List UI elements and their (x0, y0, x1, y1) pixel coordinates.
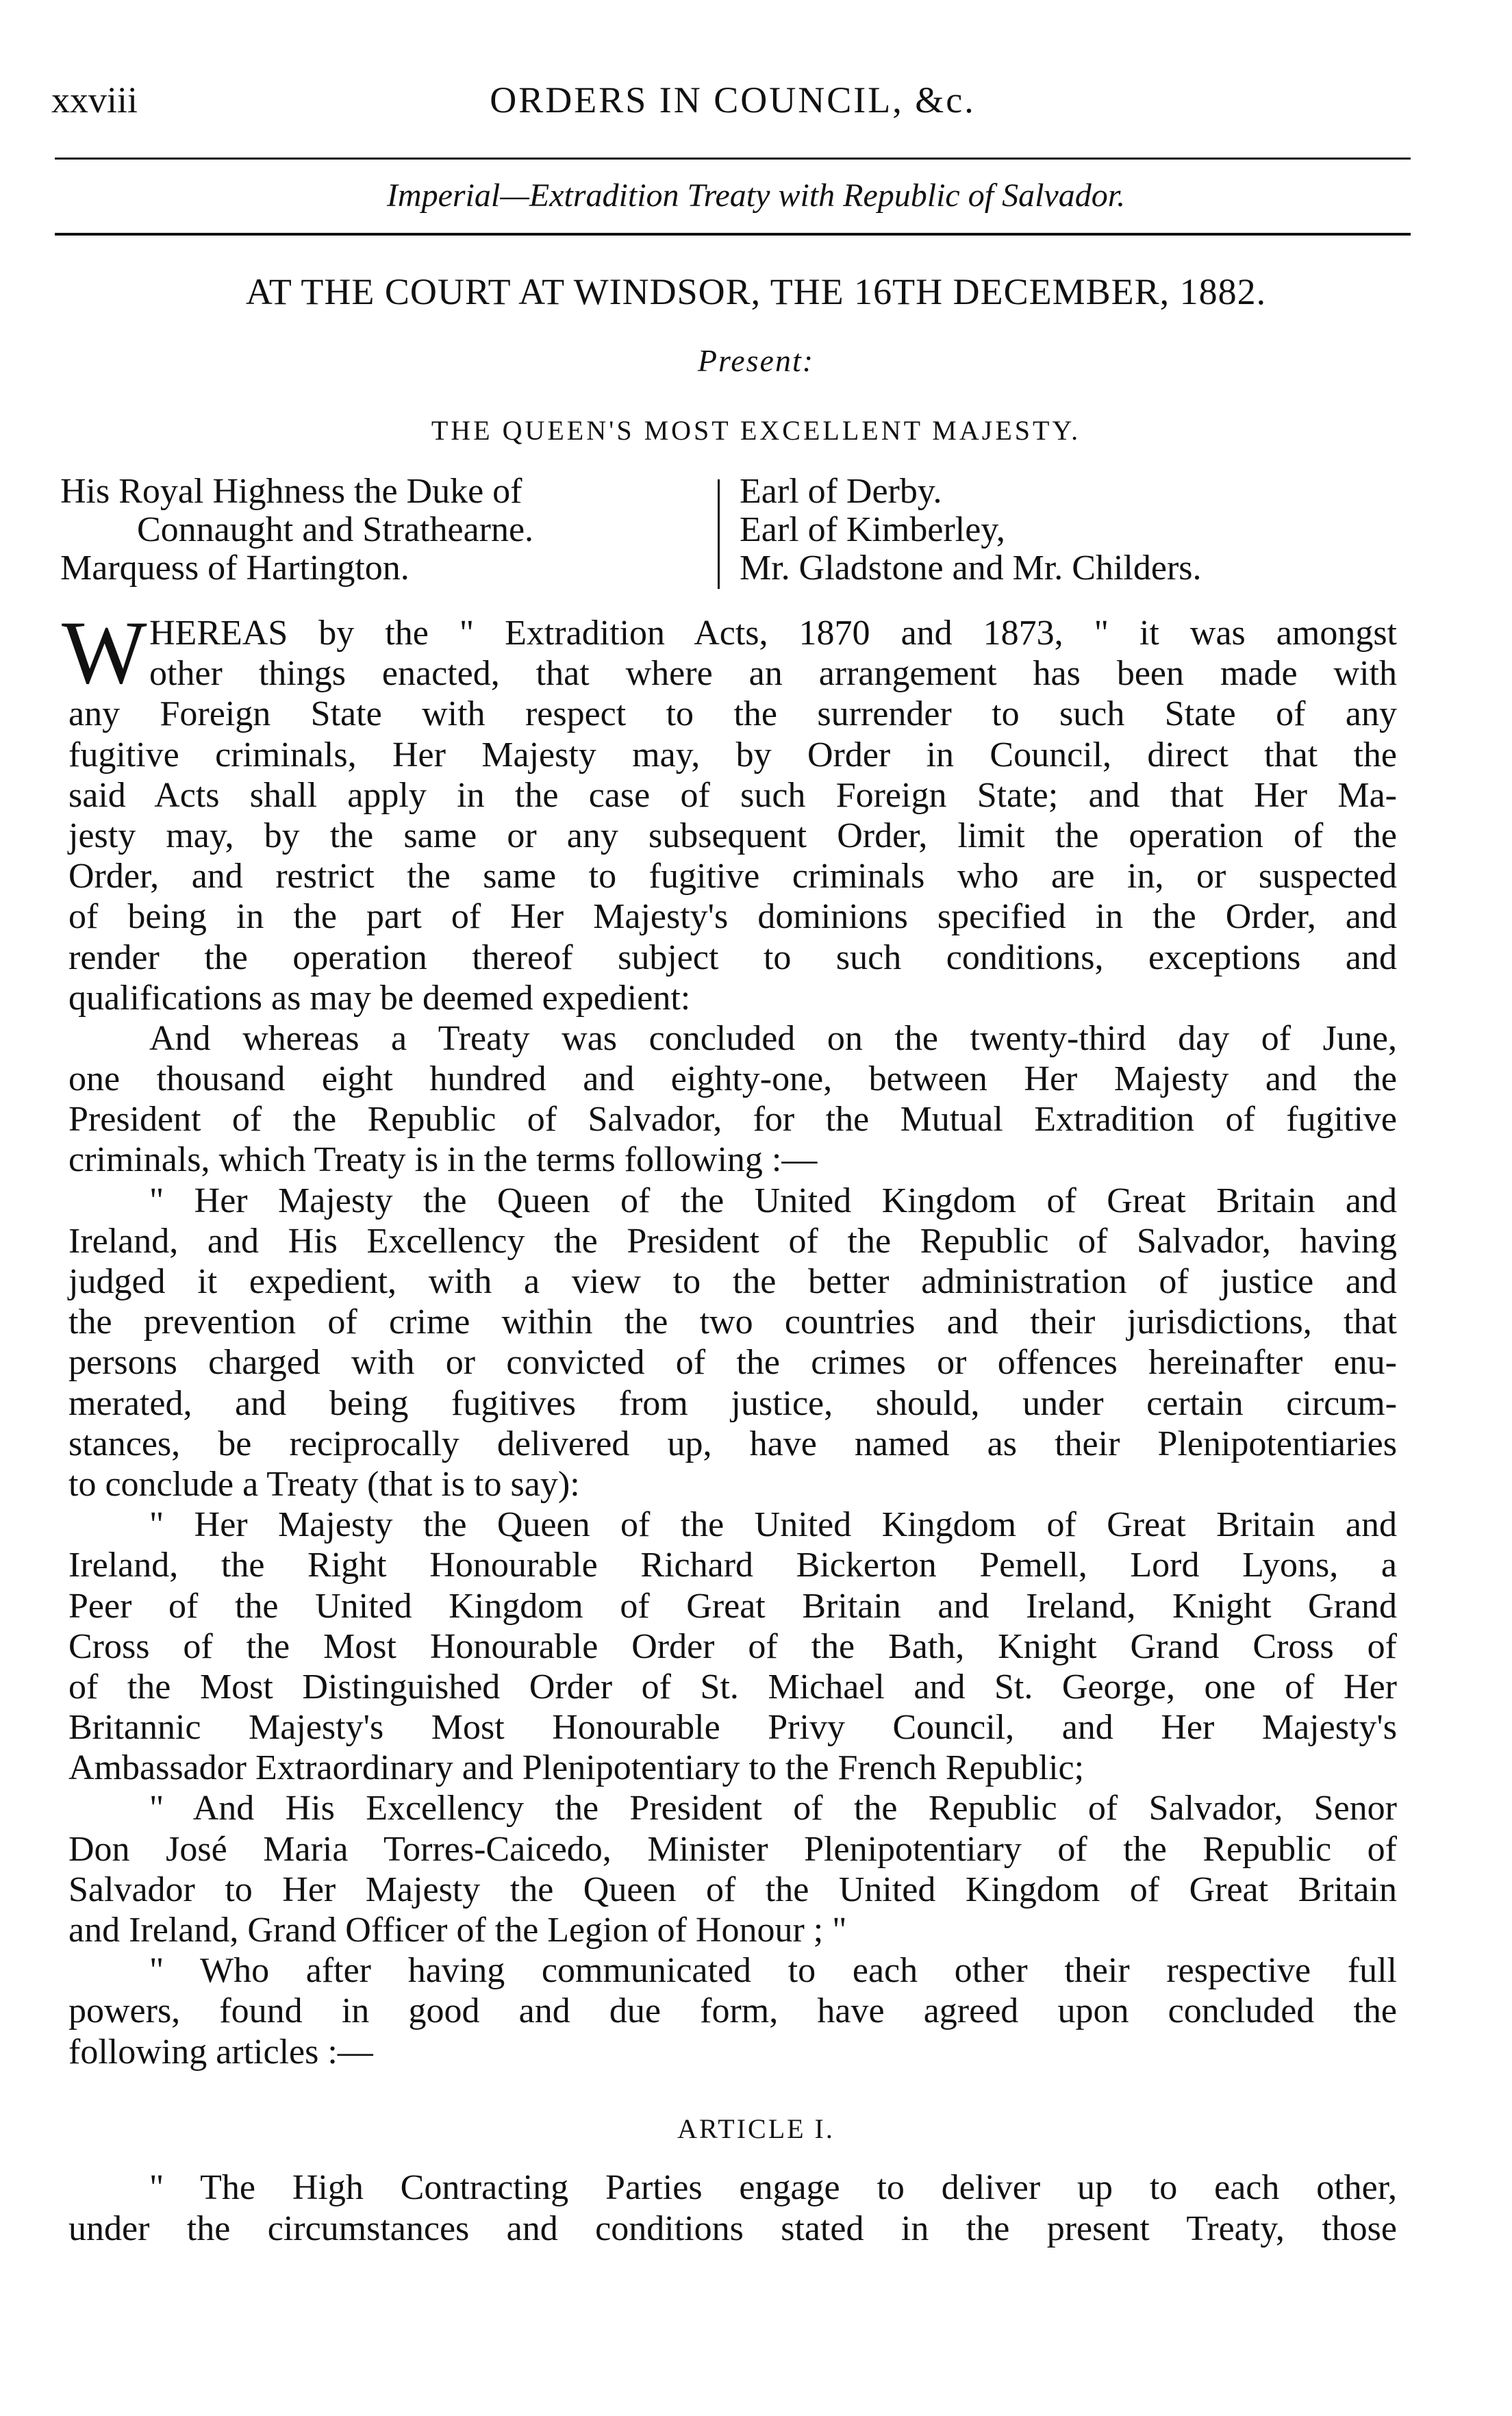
article-line: " The High Contracting Parties engage to deliver up to each other, (149, 2168, 1397, 2207)
section-subtitle: Imperial—Extradition Treaty with Republic of Salvador. (386, 177, 1126, 214)
attendee-line: Earl of Derby. (740, 472, 942, 511)
running-head: ORDERS IN COUNCIL, &c. (490, 79, 976, 121)
body-line: President of the Republic of Salvador, for the Mutual Extradition of fugitive (68, 1100, 1397, 1140)
body-line: judged it expedient, with a view to the better administration of justice and (68, 1262, 1397, 1301)
body-line: to conclude a Treaty (that is to say): (68, 1464, 580, 1504)
header-rule-top (55, 158, 1411, 160)
body-line: fugitive criminals, Her Majesty may, by Order in Council, direct that the (68, 735, 1397, 775)
body-line: jesty may, by the same or any subsequent Order, limit the operation of the (68, 816, 1397, 855)
body-line: Order, and restrict the same to fugitive criminals who are in, or suspected (68, 857, 1397, 896)
body-line: Don José Maria Torres-Caicedo, Minister Plenipotentiary of the Republic of (68, 1829, 1397, 1869)
attendee-line: His Royal Highness the Duke of (60, 472, 522, 511)
body-line: Britannic Majesty's Most Honourable Privy Council, and Her Majesty's (68, 1708, 1397, 1748)
body-line: Salvador to Her Majesty the Queen of the United Kingdom of Great Britain (68, 1870, 1397, 1909)
body-line: " Her Majesty the Queen of the United Kingdom of Great Britain and (149, 1505, 1397, 1545)
body-line: HEREAS by the " Extradition Acts, 1870 and 1873, " it was amongst (149, 614, 1397, 653)
body-line: one thousand eight hundred and eighty-one, between Her Majesty and the (68, 1059, 1397, 1099)
column-divider (718, 479, 720, 589)
body-line: criminals, which Treaty is in the terms following :— (68, 1140, 818, 1180)
body-line: render the operation thereof subject to such conditions, exceptions and (68, 938, 1397, 977)
body-line: and Ireland, Grand Officer of the Legion of Honour ; " (68, 1911, 847, 1950)
body-line: " Her Majesty the Queen of the United Kingdom of Great Britain and (149, 1181, 1397, 1220)
header-rule-bottom (55, 233, 1411, 236)
attendee-line: Connaught and Strathearne. (137, 510, 534, 549)
body-line: persons charged with or convicted of the crimes or offences hereinafter enu- (68, 1343, 1397, 1383)
attendee-line: Earl of Kimberley, (740, 510, 1005, 549)
body-line: And whereas a Treaty was concluded on the twenty-third day of June, (149, 1018, 1397, 1058)
body-line: Ireland, the Right Honourable Richard Bickerton Pemell, Lord Lyons, a (68, 1546, 1397, 1585)
attendees-left-column (60, 473, 533, 588)
article-heading: ARTICLE I. (677, 2113, 835, 2144)
body-text (68, 613, 1397, 2072)
attendees-right-column (740, 473, 1202, 588)
body-line: qualifications as may be deemed expedient: (68, 978, 691, 1018)
body-line: said Acts shall apply in the case of such Foreign State; and that Her Ma- (68, 775, 1397, 815)
present-label: Present: (697, 343, 815, 378)
majesty-line: THE QUEEN'S MOST EXCELLENT MAJESTY. (431, 415, 1081, 446)
body-line: other things enacted, that where an arrangement has been made with (149, 654, 1397, 694)
page-header (51, 79, 1414, 134)
body-line: Ireland, and His Excellency the President of the Republic of Salvador, having (68, 1221, 1397, 1261)
body-line: the prevention of crime within the two countries and their jurisdictions, that (68, 1303, 1397, 1342)
body-line: " Who after having communicated to each other their respective full (149, 1951, 1397, 1991)
court-line: AT THE COURT AT WINDSOR, THE 16TH DECEMBER, 1882. (245, 271, 1267, 312)
attendee-line: Mr. Gladstone and Mr. Childers. (740, 549, 1202, 588)
attendee-line: Marquess of Hartington. (60, 549, 410, 588)
body-line: merated, and being fugitives from justice, should, under certain circum- (68, 1383, 1397, 1423)
article-text (68, 2167, 1397, 2250)
body-line: of being in the part of Her Majesty's dominions specified in the Order, and (68, 897, 1397, 937)
body-line: of the Most Distinguished Order of St. Michael and St. George, one of Her (68, 1667, 1397, 1707)
drop-cap: W (62, 602, 147, 703)
article-line: under the circumstances and conditions stated in the present Treaty, those (68, 2209, 1397, 2248)
body-line: stances, be reciprocally delivered up, have named as their Plenipotentiaries (68, 1424, 1397, 1463)
body-line: any Foreign State with respect to the surrender to such State of any (68, 694, 1397, 734)
body-line: Ambassador Extraordinary and Plenipotentiary to the French Republic; (68, 1748, 1085, 1788)
body-line: Cross of the Most Honourable Order of the Bath, Knight Grand Cross of (68, 1626, 1397, 1666)
page-number: xxviii (51, 79, 138, 121)
body-line: powers, found in good and due form, have agreed upon concluded the (68, 1991, 1397, 2031)
body-line: Peer of the United Kingdom of Great Britain and Ireland, Knight Grand (68, 1586, 1397, 1626)
body-line: following articles :— (68, 2032, 373, 2072)
body-line: " And His Excellency the President of the Republic of Salvador, Senor (149, 1789, 1397, 1828)
